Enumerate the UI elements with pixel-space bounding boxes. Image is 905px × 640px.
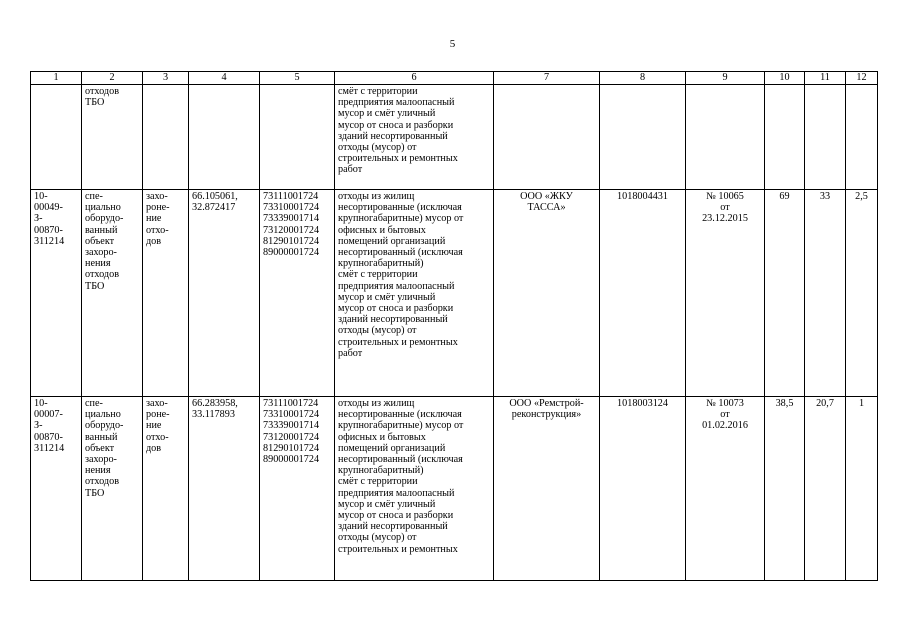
coordinates-cell [189, 85, 260, 190]
cell-line: ванный [85, 224, 118, 236]
cell-line: мусор от сноса и разборки [338, 510, 454, 522]
cell-line: 89000001724 [263, 454, 320, 466]
cell-line: 32.872417 [192, 202, 236, 214]
area-cell: 33 [805, 190, 846, 397]
cell-line: крупногабаритный) [338, 465, 424, 477]
cell-line: 73310001724 [263, 409, 320, 421]
cell-line: отходы из жилищ [338, 398, 415, 409]
cell-line: ние [146, 420, 162, 432]
cell-line: ТБО [85, 97, 105, 109]
coordinates-cell [189, 190, 260, 397]
cell-line: мусор и смёт уличный [338, 291, 436, 303]
distance-cell: 1 [846, 397, 878, 581]
cell-line: 89000001724 [263, 247, 320, 259]
license-cell [686, 190, 765, 397]
cell-line: 73111001724 [263, 398, 319, 409]
cell-line: помещений организаций [338, 442, 446, 454]
waste-codes-cell [260, 85, 335, 190]
table-row [31, 190, 878, 397]
column-header: 4 [189, 72, 260, 85]
header-row [31, 72, 878, 85]
cell-line: 00007- [34, 409, 63, 421]
cell-line: 00049- [34, 202, 63, 214]
cell-line: З- [34, 420, 43, 432]
cell-line: захоро- [85, 454, 117, 466]
cell-line: 66.283958, [192, 398, 238, 409]
cell-line: захо- [146, 398, 168, 409]
column-header: 6 [335, 72, 494, 85]
license-cell [686, 397, 765, 581]
cell-line: смёт с территории [338, 476, 418, 488]
cell-line: 10- [34, 191, 48, 202]
capacity-cell [765, 85, 805, 190]
waste-types-cell [335, 397, 494, 581]
cell-line: 33.117893 [192, 409, 235, 421]
distance-cell [846, 85, 878, 190]
registry-number-cell [31, 190, 82, 397]
cell-line: несортированные (исключая [338, 202, 462, 214]
cell-line: отхо- [146, 224, 169, 236]
registry-number-cell [31, 85, 82, 190]
operator-cell [494, 85, 600, 190]
cell-line: 23.12.2015 [702, 213, 748, 225]
cell-line: 73310001724 [263, 202, 320, 214]
column-header: 2 [82, 72, 143, 85]
object-name-cell [82, 190, 143, 397]
cell-line: мусор и смёт уличный [338, 498, 436, 510]
cell-line: смёт с территории [338, 269, 418, 281]
cell-line: ние [146, 213, 162, 225]
cell-line: объект [85, 235, 115, 247]
inn-cell: 1018004431 [600, 190, 686, 397]
cell-line: 00870- [34, 224, 63, 236]
inn-cell [600, 85, 686, 190]
cell-line: 00870- [34, 431, 63, 443]
cell-line: мусор и смёт уличный [338, 108, 436, 120]
cell-line: строительных и ремонтных [338, 153, 458, 165]
cell-line: объект [85, 442, 115, 454]
cell-line: 01.02.2016 [702, 420, 748, 432]
cell-line: зданий несортированный [338, 314, 448, 326]
cell-line: захоро- [85, 247, 117, 259]
column-header: 11 [805, 72, 846, 85]
cell-line: № 10065 [706, 191, 744, 202]
cell-line: захо- [146, 191, 168, 202]
capacity-cell: 38,5 [765, 397, 805, 581]
cell-line: отходы (мусор) от [338, 142, 417, 154]
column-header: 5 [260, 72, 335, 85]
cell-line: отходов [85, 86, 120, 97]
column-header: 3 [143, 72, 189, 85]
cell-line: строительных и ремонтных [338, 336, 458, 348]
cell-line: спе- [85, 191, 103, 202]
cell-line: смёт с территории [338, 86, 418, 97]
cell-line: ООО «ЖКУ [520, 191, 573, 202]
cell-line: ООО «Ремстрой- [509, 398, 584, 409]
cell-line: нения [85, 465, 111, 477]
cell-line: предприятия малоопасный [338, 487, 455, 499]
cell-line: крупногабаритные) мусор от [338, 213, 464, 225]
waste-codes-cell [260, 190, 335, 397]
cell-line: ТБО [85, 280, 105, 292]
cell-line: 66.105061, [192, 191, 238, 202]
cell-line: офисных и бытовых [338, 224, 426, 236]
cell-line: 73339001714 [263, 420, 320, 432]
cell-line: зданий несортированный [338, 130, 448, 142]
column-header: 1 [31, 72, 82, 85]
operator-cell [494, 397, 600, 581]
object-name-cell [82, 397, 143, 581]
cell-line: циально [85, 202, 121, 214]
cell-line: отходы (мусор) от [338, 325, 417, 337]
column-header: 8 [600, 72, 686, 85]
cell-line: реконструкция» [511, 409, 582, 421]
column-header: 9 [686, 72, 765, 85]
cell-line: 73111001724 [263, 191, 319, 202]
cell-line: № 10073 [706, 398, 744, 409]
cell-line: отходы (мусор) от [338, 532, 417, 544]
coordinates-cell [189, 397, 260, 581]
cell-line: отходы из жилищ [338, 191, 415, 202]
registry-number-cell [31, 397, 82, 581]
inn-cell: 1018003124 [600, 397, 686, 581]
cell-line: роне- [146, 409, 170, 421]
cell-line: крупногабаритные) мусор от [338, 420, 464, 432]
cell-line: предприятия малоопасный [338, 280, 455, 292]
cell-line: 311214 [34, 235, 65, 247]
table-row [31, 397, 878, 581]
cell-line: от [720, 202, 730, 214]
cell-line: ТАССА» [527, 202, 566, 214]
waste-types-cell [335, 190, 494, 397]
cell-line: роне- [146, 202, 170, 214]
cell-line: несортированные (исключая [338, 409, 462, 421]
cell-line: 81290101724 [263, 235, 320, 247]
cell-line: зданий несортированный [338, 521, 448, 533]
cell-line: циально [85, 409, 121, 421]
cell-line: крупногабаритный) [338, 258, 424, 270]
cell-line: нения [85, 258, 111, 270]
column-header: 12 [846, 72, 878, 85]
cell-line: мусор от сноса и разборки [338, 119, 454, 131]
column-header: 7 [494, 72, 600, 85]
cell-line: несортированный (исключая [338, 454, 463, 466]
cell-line: от [720, 409, 730, 421]
cell-line: ванный [85, 431, 118, 443]
cell-line: 73339001714 [263, 213, 320, 225]
cell-line: 81290101724 [263, 442, 320, 454]
capacity-cell: 69 [765, 190, 805, 397]
waste-types-cell [335, 85, 494, 190]
table-row [31, 85, 878, 190]
area-cell [805, 85, 846, 190]
cell-line: 73120001724 [263, 431, 320, 443]
cell-line: оборудо- [85, 213, 124, 225]
purpose-cell [143, 190, 189, 397]
cell-line: ТБО [85, 487, 105, 499]
column-header: 10 [765, 72, 805, 85]
cell-line: мусор от сноса и разборки [338, 303, 454, 315]
cell-line: 311214 [34, 442, 65, 454]
cell-line: отхо- [146, 431, 169, 443]
cell-line: предприятия малоопасный [338, 97, 455, 109]
cell-line: строительных и ремонтных [338, 543, 458, 555]
cell-line: отходов [85, 269, 120, 281]
cell-line: спе- [85, 398, 103, 409]
cell-line: З- [34, 213, 43, 225]
cell-line: 73120001724 [263, 224, 320, 236]
cell-line: оборудо- [85, 420, 124, 432]
cell-line: несортированный (исключая [338, 247, 463, 259]
cell-line: помещений организаций [338, 235, 446, 247]
cell-line: офисных и бытовых [338, 431, 426, 443]
license-cell [686, 85, 765, 190]
cell-line: отходов [85, 476, 120, 488]
purpose-cell [143, 85, 189, 190]
waste-codes-cell [260, 397, 335, 581]
object-name-cell [82, 85, 143, 190]
operator-cell [494, 190, 600, 397]
cell-line: 10- [34, 398, 48, 409]
distance-cell: 2,5 [846, 190, 878, 397]
cell-line: работ [338, 164, 363, 176]
cell-line: работ [338, 347, 363, 359]
page-number: 5 [449, 38, 456, 50]
area-cell: 20,7 [805, 397, 846, 581]
cell-line: дов [146, 442, 162, 454]
waste-facility-table [30, 71, 878, 581]
cell-line: дов [146, 235, 162, 247]
purpose-cell [143, 397, 189, 581]
